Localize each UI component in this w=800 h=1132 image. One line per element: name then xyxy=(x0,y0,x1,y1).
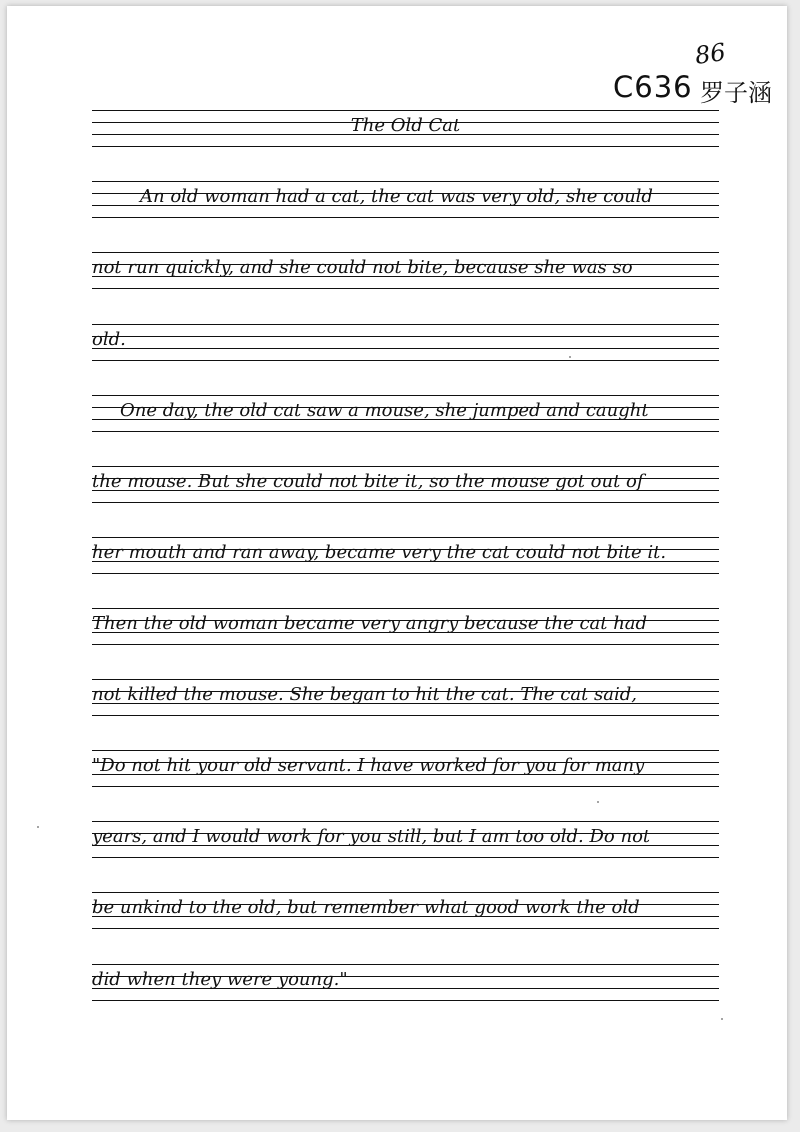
text-row xyxy=(92,466,719,503)
paper-speck xyxy=(597,801,599,803)
text-line: not run quickly, and she could not bite, because she was so xyxy=(92,258,633,278)
text-line: her mouth and ran away, became very the cat could not bite it. xyxy=(92,543,667,563)
student-name: 罗子涵 xyxy=(700,79,772,107)
text-row xyxy=(92,892,719,929)
text-row xyxy=(92,181,719,218)
text-row xyxy=(92,608,719,645)
page-title: The Old Cat xyxy=(350,116,461,136)
paper-speck xyxy=(569,356,571,358)
title-row xyxy=(92,110,719,147)
text-row xyxy=(92,395,719,432)
paper-speck xyxy=(721,1018,723,1020)
text-row xyxy=(92,964,719,1001)
text-row xyxy=(92,537,719,574)
paper-speck xyxy=(37,826,39,828)
score-annotation: 86 xyxy=(693,38,728,70)
text-line: An old woman had a cat, the cat was very old, she could xyxy=(140,187,653,207)
text-line: "Do not hit your old servant. I have worked for you for many xyxy=(92,756,645,776)
handwriting-sheet xyxy=(7,6,787,1120)
text-line: years, and I would work for you still, but I am too old. Do not xyxy=(92,827,651,847)
text-line: not killed the mouse. She began to hit the cat. The cat said, xyxy=(92,685,638,705)
text-line: One day, the old cat saw a mouse, she jumped and caught xyxy=(120,401,649,421)
text-line: Then the old woman became very angry because the cat had xyxy=(92,614,648,634)
text-line: did when they were young." xyxy=(92,970,348,990)
text-row xyxy=(92,252,719,289)
student-code: C636 xyxy=(613,70,693,104)
text-row xyxy=(92,324,719,361)
text-line: the mouse. But she could not bite it, so the mouse got out of xyxy=(92,472,644,492)
text-row xyxy=(92,821,719,858)
text-row xyxy=(92,750,719,787)
text-line: be unkind to the old, but remember what good work the old xyxy=(92,898,640,918)
text-line: old. xyxy=(92,330,126,350)
text-row xyxy=(92,679,719,716)
